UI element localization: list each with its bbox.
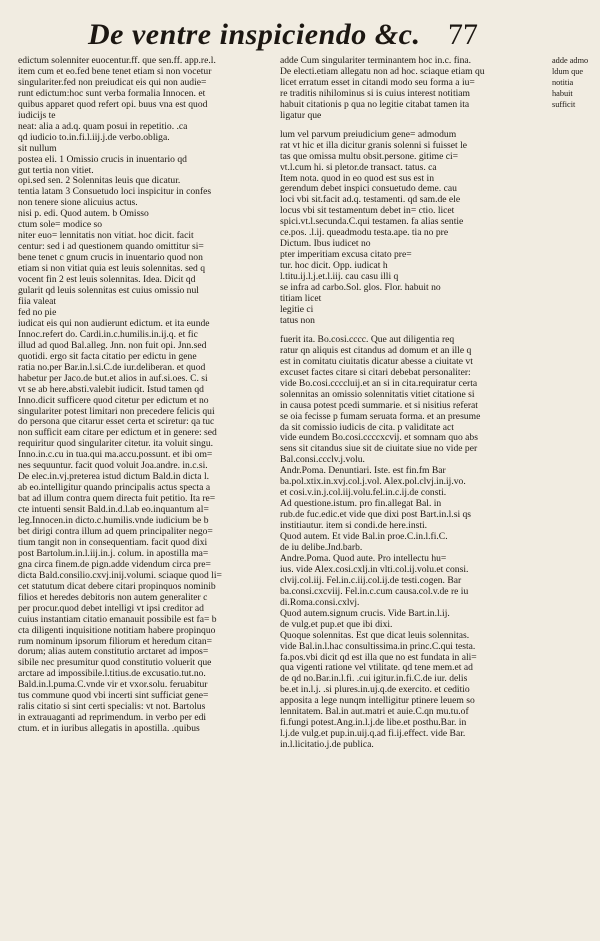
text-line: vt.l.cum hi. si pletor.de transact. tatus. ca	[280, 162, 437, 173]
text-line: centur: sed i ad questionem quando omittitur si=	[18, 242, 204, 253]
text-line: quotidi. ergo sit facta citatio per edictu in gene	[18, 351, 197, 362]
text-line: legitie ci	[280, 304, 314, 315]
text-line: bene tenet c gnum crucis in inuentario quod non	[18, 253, 203, 264]
running-head: De ventre inspiciendo &c.	[88, 18, 421, 51]
text-line: per procur.quod debet intelligi vt ipsi creditor ad	[18, 603, 204, 614]
text-line: ratia no.per Bar.in.l.si.C.de iur.deliberan. et quod	[18, 362, 206, 373]
text-line: lum vel parvum preiudicium gene= admodum	[280, 129, 457, 140]
text-line: spici.vt.l.secunda.C.qui testamen. fa alias sentie	[280, 217, 464, 228]
text-line: post Bartolum.in.l.iij.in.j. colum. in apostilla ma=	[18, 548, 209, 559]
text-line: Dictum. Ibus iudicet no	[280, 239, 371, 250]
text-line: Innoc.refert do. Cardi.in.c.humilis.in.ij.q. et fic	[18, 329, 198, 340]
text-line: vide Bo.cosi.ccccluij.et an si in cita.requiratur certa	[280, 378, 478, 389]
text-line: sit nullum	[18, 143, 57, 154]
text-line: tus commune quod vbi incerti sint sufficiat gene=	[18, 691, 209, 702]
text-line: ab eo.intelligitur quando principalis actus specta a	[18, 483, 211, 494]
text-line: de qd no.Bar.in.l.fi. .cui igitur.in.fi.C.de iur. delis	[280, 674, 468, 685]
text-line: edictum solenniter euocentur.ff. que sen.ff. app.re.l.	[18, 56, 216, 66]
text-line: Andre.Poma. Quod aute. Pro intellectu hu=	[280, 553, 447, 564]
text-line: solennitas an omissio solennitatis vitiet citatione si	[280, 389, 475, 400]
text-line: bat ad illum contra quem directa fuit petitio. Ita re=	[18, 494, 216, 505]
text-line: vide Bal.in.l.hac consultissima.in princ.C.qui testa.	[280, 641, 476, 652]
text-line: l.j.de vulg.et pup.in.uij.q.ad fi.ij.effect. vide Bar.	[280, 729, 466, 740]
text-line: pter imperitiam excusa citato pre=	[280, 250, 412, 261]
page-header	[88, 14, 478, 56]
text-line: qd iudicio to.in.fi.l.iij.j.de verbo.obliga.	[18, 132, 170, 143]
paragraph-gap	[280, 327, 544, 335]
text-line: fa.pos.vbi dicit qd est illa que no est fundata in ali=	[280, 652, 477, 663]
text-line: ratur qn aliquis est citandus ad domum et an ille q	[280, 345, 472, 356]
text-line: de iu delibe.Jnd.barb.	[280, 542, 363, 553]
text-line: rum nominum ipsorum filiorum et heredum citan=	[18, 636, 213, 647]
text-line: quibus apparet quod refert opi. buus vna est quod	[18, 99, 208, 110]
text-line: do persona que citarur esset certa et sciretur: qa tuc	[18, 417, 215, 428]
text-line: filios et heredes debitoris non autem generaliter c	[18, 592, 208, 603]
text-line: postea eli. 1 Omissio crucis in inuentario qd	[18, 154, 187, 165]
text-line: Inno.in.c.cu in tua.qui ma.accu.possunt. et ibi om=	[18, 450, 213, 461]
text-line: requiritur quod singulariter citetur. ita voluit singu.	[18, 439, 214, 450]
text-line: re traditis nihilominus si is cuius interest notitiam	[280, 88, 470, 99]
text-line: in causa potest pcedi summarie. et si nisitius referat	[280, 400, 478, 411]
margin-notes	[552, 56, 596, 111]
text-line: runt edictum:hoc sunt verba formalia Innocen. et	[18, 88, 206, 99]
text-line: sibile nec presumitur quod constitutio voluerit que	[18, 658, 212, 669]
text-line: tas que omissa multu obsit.persone. gitime ci=	[280, 151, 459, 162]
text-line: tatus non	[280, 315, 315, 326]
margin-note: habuit	[552, 88, 573, 98]
text-line: bet dirigi contra illum ad quem principaliter nego=	[18, 526, 213, 537]
text-line: di.Roma.consi.cxlvj.	[280, 597, 360, 608]
text-line: singulariter potest limitari non precedere felicis qui	[18, 406, 215, 417]
right-column	[280, 56, 544, 751]
margin-note: sufficit	[552, 99, 576, 109]
text-line: Bal.consi.ccclv.j.volu.	[280, 455, 365, 466]
text-line: cte intuenti sensit Bald.in.d.l.ab eo.inquantum al=	[18, 505, 209, 516]
text-line: institiautur. item si condi.de here.insti.	[280, 521, 428, 532]
margin-note: notitia	[552, 77, 574, 87]
text-line: de vulg.et pup.et que ibi dixi.	[280, 619, 393, 630]
text-line: ralis citatio si sint certi specialis: vt not. Bartolus	[18, 702, 206, 713]
text-line: gerendum debet inspici consuetudo deme. cau	[280, 184, 457, 195]
text-line: ligatur que	[280, 110, 322, 121]
text-line: singulariter.fed non preiudicat eis qui non audie=	[18, 77, 207, 88]
text-line: Andr.Poma. Denuntiari. Iste. est fin.fm Bar	[280, 466, 446, 477]
text-line: rub.de fuc.edic.et vide que dixi post Bart.in.l.si qs	[280, 510, 472, 521]
text-line: nisi p. edi. Quod autem. b Omisso	[18, 209, 149, 220]
text-line: et cosi.v.in.j.col.iij.volu.fel.in.c.ij.de consti.	[280, 488, 447, 499]
text-line: ius. vide Alex.cosi.cxlj.in vlti.col.ij.volu.et consi.	[280, 564, 469, 575]
text-line: apposita a lege nunqm intelligitur ptinere leuem so	[280, 696, 475, 707]
text-line: excuset factes citare si citari debebat personaliter:	[280, 367, 471, 378]
text-line: tentia latam 3 Consuetudo loci inspicitur in confes	[18, 187, 212, 198]
text-line: tur. hoc dicit. Opp. iudicat h	[280, 261, 388, 272]
paragraph-gap	[280, 122, 544, 130]
text-line: dorum; alias autem constitutio arctaret ad impos=	[18, 647, 209, 658]
text-line: Quoque solennitas. Est que dicat leuis solennitas.	[280, 630, 470, 641]
text-line: da sit comissio iudicis de cita. p validitate act	[280, 422, 454, 433]
text-line: cet statutum dicat debere citari propinquos nominib	[18, 581, 216, 592]
text-line: clvij.col.iij. Fel.in.c.iij.col.ij.de testi.cogen. Bar	[280, 575, 462, 586]
text-line: neat: alia a ad.q. quam posui in repetitio. .ca	[18, 121, 188, 132]
margin-note: ldum que	[552, 66, 584, 76]
text-line: Quod autem. Et vide Bal.in proe.C.in.l.fi.C.	[280, 532, 448, 543]
text-line: fiia valeat	[18, 296, 57, 307]
text-line: titiam licet	[280, 294, 322, 305]
text-line: se infra ad carbo.Sol. glos. Flor. habuit no	[280, 283, 441, 294]
text-line: iudicijs te	[18, 110, 56, 121]
text-line: Bald.in.l.puma.C.vnde vir et vxor.solu. feruabitur	[18, 680, 208, 691]
text-line: vocent fin 2 est leuis solennitas. Idea. Dicit qd	[18, 275, 196, 286]
text-line: habetur per Jaco.de but.et alios in auf.si.oes. C. si	[18, 373, 208, 384]
text-line: tium tangit non in consequentiam. facit quod dixi	[18, 537, 208, 548]
text-line: fuerit ita. Bo.cosi.cccc. Que aut diligentia req	[280, 334, 455, 345]
text-line: vt se ab here.absti.valebit iudicit. Istud tamen qd	[18, 384, 204, 395]
text-line: gna circa finem.de pign.adde videndum circa pre=	[18, 559, 211, 570]
text-line: cta diligenti inquisitione notitiam habere propinquo	[18, 625, 216, 636]
text-line: arctare ad impossibile.l.titius.de excusatio.tut.no.	[18, 669, 206, 680]
text-line: gularit qd leuis solennitas est cuius omissio nul	[18, 286, 199, 297]
text-line: leg.Innocen.in dicto.c.humilis.vnde iudicium be b	[18, 516, 209, 527]
text-line: habuit citationis p qua no legitie citabat tamen ita	[280, 99, 470, 110]
text-line: iudicat eis qui non audierunt edictum. et ita eunde	[18, 318, 210, 329]
text-line: ctum sole= modice so	[18, 220, 103, 231]
text-line: l.titu.ij.l.j.et.l.iij. cau casu illi q	[280, 272, 399, 283]
text-line: non tenere sione alicuius actus.	[18, 198, 138, 209]
text-line: fi.fungi potest.Ang.in.l.j.de libe.et posthu.Bar. in	[280, 718, 467, 729]
text-line: gut tertia non vitiet.	[18, 165, 94, 176]
text-line: qua vigenti ratione vel vtilitate. qd tene mem.et ad	[280, 663, 473, 674]
text-line: dicta Bald.consilio.cxvj.inij.volumi. sciaque quod li=	[18, 570, 222, 581]
text-line: ba.consi.cxcviij. Fel.in.c.cum causa.col.v.de re iu	[280, 586, 469, 597]
text-line: opi.sed sen. 2 Solennitas leuis que dicatur.	[18, 176, 181, 187]
text-line: ba.pol.xtix.in.xvj.col.j.vol. Alex.pol.clvj.in.ij.vo.	[280, 477, 466, 488]
margin-note: adde admo	[552, 56, 589, 65]
text-line: ctum. et in iuribus allegatis in apostilla. .quibus	[18, 724, 200, 735]
text-line: lennitatem. Bal.in aut.matri et auie.C.qn mu.tu.of	[280, 707, 469, 718]
text-line: rat vt hic et illa dicitur granis solenni si fuisset le	[280, 140, 468, 151]
text-line: item cum et eo.fed bene tenet etiam si non vocetur	[18, 66, 212, 77]
text-line: De elec.in.vj.preterea istud dictum Bald.in dicta l.	[18, 472, 210, 483]
text-line: se oia fecisse p fumam seruata forma. et an presume	[280, 411, 481, 422]
text-line: Quod autem.signum crucis. Vide Bart.in.l.ij.	[280, 608, 450, 619]
text-line: fed no pie	[18, 307, 57, 318]
text-line: niter euo= lennitatis non vitiat. hoc dicit. facit	[18, 231, 194, 242]
text-line: ce.pos. .l.ij. queadmodu testa.ape. tia no pre	[280, 228, 449, 239]
text-line: loci vbi sit.facit ad.q. testamenti. qd sam.de ele	[280, 195, 461, 206]
text-line: adde Cum singulariter terminantem hoc in.c. fina.	[280, 56, 472, 66]
text-line: cuius instantiam citatio emanauit possibile est fa= b	[18, 614, 217, 625]
text-line: Item nota. quod in eo quod est sus est in	[280, 173, 435, 184]
text-line: nes sequuntur. facit quod voluit Joa.andre. in.c.si.	[18, 461, 208, 472]
text-line: sens sit citandus siue sit de ciuitate siue no vide per	[280, 444, 478, 455]
text-line: vide eundem Bo.cosi.ccccxcvij. et somnam quo abs	[280, 433, 478, 444]
text-line: De electi.etiam allegatu non ad hoc. sciaque etiam qu	[280, 66, 485, 77]
left-column	[18, 56, 268, 735]
text-line: non sufficit eam citare per edictum et in genere: sed	[18, 428, 217, 439]
text-line: est in comitatu ciuitatis dicatur abesse a ciuitate vt	[280, 356, 473, 367]
text-line: in.l.licitatio.j.de publica.	[280, 740, 374, 751]
text-line: licet erratum esset in citandi modo seu forma a iu=	[280, 77, 475, 88]
text-line: in extrauaganti ad reprimendum. in verbo per edi	[18, 713, 207, 724]
text-line: Inno.dicit sufficere quod citetur per edictum et no	[18, 395, 209, 406]
text-line: locus vbi sit testamentum debet in= ctio. licet	[280, 206, 455, 217]
text-line: etiam si non vitiat quia est leuis solennitas. sed q	[18, 264, 206, 275]
text-line: illud ad quod Bal.alleg. Jnn. non fuit opi. Jnn.sed	[18, 340, 207, 351]
text-line: Ad questione.istum. pro fin.allegat Bal. in	[280, 499, 442, 510]
text-line: be.et in.l.j. .si plures.in.uj.q.de exercito. et ceditio	[280, 685, 470, 696]
folio-number: 77	[448, 18, 478, 51]
